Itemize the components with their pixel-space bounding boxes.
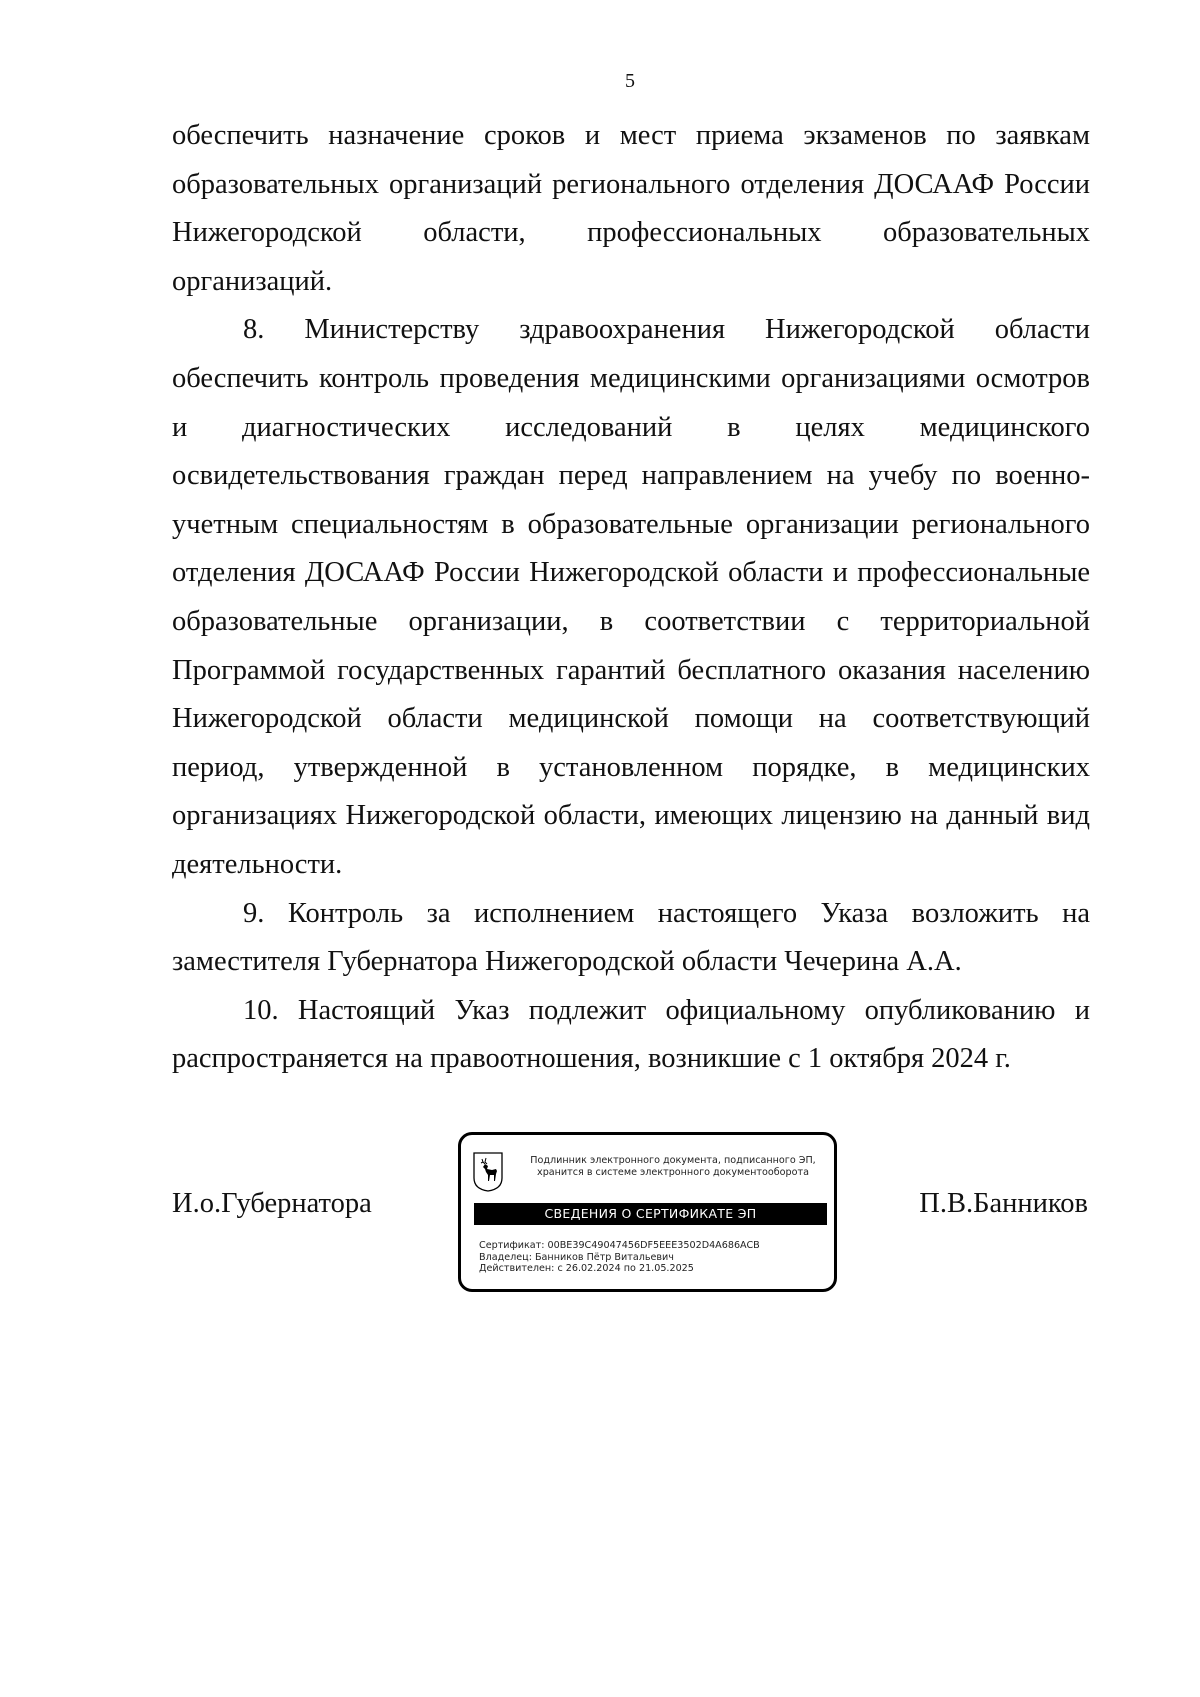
stamp-header xyxy=(513,1155,833,1179)
paragraph-item-9: 9. Контроль за исполнением настоящего Указа возложить на заместителя Губернатора Нижегородской области Чечерина А.А. xyxy=(172,897,1090,978)
certificate-owner: Владелец: Банников Пётр Витальевич xyxy=(479,1251,674,1263)
stamp-banner: СВЕДЕНИЯ О СЕРТИФИКАТЕ ЭП xyxy=(474,1203,827,1225)
signatory-position: И.о.Губернатора xyxy=(172,1188,372,1219)
stamp-header-line-1: Подлинник электронного документа, подписанного ЭП, xyxy=(530,1155,816,1166)
electronic-signature-stamp xyxy=(458,1132,837,1292)
signatory-name: П.В.Банников xyxy=(919,1188,1088,1219)
paragraph-item-10: 10. Настоящий Указ подлежит официальному опубликованию и распространяется на правоотношения, возникшие с 1 октября 2024 г. xyxy=(172,994,1090,1075)
certificate-validity: Действителен: с 26.02.2024 по 21.05.2025 xyxy=(479,1263,694,1274)
paragraph-continuation: обеспечить назначение сроков и мест приема экзаменов по заявкам образовательных организаций регионального отделения ДОСААФ России Нижегородской области, профессиональных образовательных организаций. xyxy=(172,120,1090,297)
deer-emblem-icon xyxy=(473,1152,503,1192)
paragraph-item-8: 8. Министерству здравоохранения Нижегородской области обеспечить контроль проведения медицинскими организациями осмотров и диагностических исследований в целях медицинского освидетельствования граждан перед направлением на учебу по военно-учетным специальностям в образовательные организации регионального отделения ДОСААФ России Нижегородской области и профессиональные образовательные организации, в соответствии с территориальной Программой государственных гарантий бесплатного оказания населению Нижегородской области медицинской помощи на соответствующий период, утвержденной в установленном порядке, в медицинских организациях Нижегородской области, имеющих лицензию на данный вид деятельности. xyxy=(172,314,1090,880)
page-number: 5 xyxy=(625,70,635,92)
stamp-header-line-2: хранится в системе электронного документооборота xyxy=(537,1167,809,1178)
stamp-details xyxy=(479,1240,760,1275)
certificate-number: Сертификат: 00BE39C49047456DF5EEE3502D4A686ACB xyxy=(479,1240,760,1251)
document-body xyxy=(172,112,1090,1084)
